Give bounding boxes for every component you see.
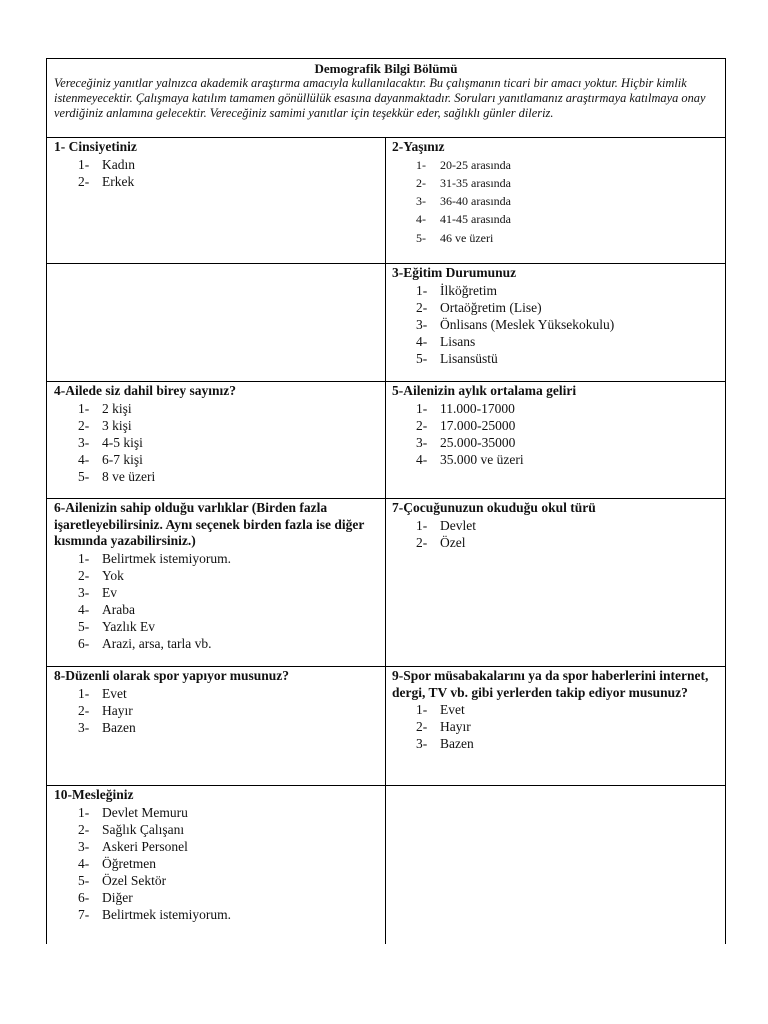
- answer-option: [416, 701, 719, 718]
- option-list: [54, 685, 379, 736]
- option-label: İlköğretim: [440, 282, 497, 298]
- question-sports-news: [386, 667, 725, 785]
- option-number: 1-: [78, 156, 90, 172]
- form-row-4: [47, 499, 725, 667]
- answer-option: [78, 584, 379, 601]
- option-list: [392, 701, 719, 752]
- answer-option: [78, 451, 379, 468]
- option-number: 1-: [416, 702, 428, 717]
- answer-option: [416, 350, 719, 367]
- option-number: 1-: [416, 282, 428, 298]
- question-title: 9-Spor müsabakalarını ya da spor haberlerini internet, dergi, TV vb. gibi yerlerden takip ediyor musunuz?: [392, 668, 709, 700]
- answer-option: [78, 173, 379, 190]
- option-number: 4-: [78, 451, 90, 467]
- answer-option: [78, 804, 379, 821]
- answer-option: [78, 872, 379, 889]
- question-regular-sports: [47, 667, 386, 785]
- form-row-3: [47, 382, 725, 499]
- option-label: Evet: [440, 702, 465, 717]
- option-number: 1-: [78, 685, 90, 701]
- option-list: [392, 400, 719, 468]
- option-label: Lisansüstü: [440, 350, 498, 366]
- option-number: 5-: [416, 350, 428, 366]
- option-label: 11.000-17000: [440, 400, 515, 416]
- option-label: Bazen: [440, 736, 474, 751]
- option-number: 1-: [78, 400, 90, 416]
- option-label: Kadın: [102, 156, 135, 172]
- option-number: 5-: [78, 872, 90, 888]
- form-title: Demografik Bilgi Bölümü: [314, 61, 458, 76]
- question-education: [386, 264, 725, 381]
- option-number: 6-: [78, 889, 90, 905]
- option-label: 6-7 kişi: [102, 451, 143, 467]
- option-label: 35.000 ve üzeri: [440, 451, 524, 467]
- answer-option: [416, 210, 719, 228]
- option-label: Belirtmek istemiyorum.: [102, 906, 231, 922]
- option-number: 2-: [416, 719, 428, 734]
- question-gender: [47, 138, 386, 263]
- option-label: Evet: [102, 685, 127, 701]
- form-row-6: [47, 786, 725, 944]
- option-number: 3-: [78, 434, 90, 450]
- option-label: Devlet Memuru: [102, 804, 188, 820]
- option-number: 5-: [78, 618, 90, 634]
- question-title: 5-Ailenizin aylık ortalama geliri: [392, 383, 577, 398]
- option-number: 2-: [416, 534, 428, 550]
- option-number: 1-: [78, 804, 90, 820]
- question-title: 8-Düzenli olarak spor yapıyor musunuz?: [54, 668, 290, 683]
- option-label: Özel Sektör: [102, 872, 167, 888]
- answer-option: [78, 567, 379, 584]
- option-list: [392, 282, 719, 367]
- answer-option: [416, 229, 719, 247]
- option-label: Diğer: [102, 889, 133, 905]
- option-label: Sağlık Çalışanı: [102, 821, 185, 837]
- option-number: 3-: [78, 838, 90, 854]
- option-number: 2-: [78, 417, 90, 433]
- answer-option: [416, 333, 719, 350]
- question-title: 10-Mesleğiniz: [54, 787, 134, 802]
- question-occupation: [47, 786, 386, 944]
- question-title: 1- Cinsiyetiniz: [54, 139, 137, 154]
- form-row-2: [47, 264, 725, 382]
- form-row-5: [47, 667, 725, 786]
- option-label: 41-45 arasında: [440, 212, 511, 227]
- option-label: Lisans: [440, 333, 476, 349]
- answer-option: [416, 156, 719, 174]
- option-label: 36-40 arasında: [440, 194, 511, 209]
- question-assets: [47, 499, 386, 666]
- option-number: 3-: [416, 736, 428, 751]
- option-list: [54, 156, 379, 190]
- option-label: Ev: [102, 584, 117, 600]
- question-title: 7-Çocuğunuzun okuduğu okul türü: [392, 500, 596, 515]
- answer-option: [78, 618, 379, 635]
- option-label: Yok: [102, 567, 124, 583]
- answer-option: [78, 434, 379, 451]
- option-number: 3-: [78, 584, 90, 600]
- option-label: Özel: [440, 534, 466, 550]
- option-label: 8 ve üzeri: [102, 468, 156, 484]
- answer-option: [416, 434, 719, 451]
- option-number: 1-: [416, 157, 426, 172]
- answer-option: [78, 821, 379, 838]
- answer-option: [416, 316, 719, 333]
- form-row-1: [47, 138, 725, 264]
- option-label: Arazi, arsa, tarla vb.: [102, 635, 212, 651]
- option-label: Yazlık Ev: [102, 618, 156, 634]
- option-label: Erkek: [102, 173, 135, 189]
- option-label: 2 kişi: [102, 400, 132, 416]
- answer-option: [78, 550, 379, 567]
- answer-option: [416, 400, 719, 417]
- option-number: 1-: [416, 517, 428, 533]
- answer-option: [78, 685, 379, 702]
- question-title: 3-Eğitim Durumunuz: [392, 265, 517, 280]
- answer-option: [78, 400, 379, 417]
- option-number: 6-: [78, 635, 90, 651]
- option-label: Önlisans (Meslek Yüksekokulu): [440, 316, 615, 332]
- option-number: 7-: [78, 906, 90, 922]
- answer-option: [416, 192, 719, 210]
- question-title: 2-Yaşınız: [392, 139, 445, 154]
- option-number: 3-: [416, 434, 428, 450]
- answer-option: [78, 156, 379, 173]
- answer-option: [416, 417, 719, 434]
- option-number: 2-: [416, 299, 428, 315]
- option-label: Ortaöğretim (Lise): [440, 299, 542, 315]
- question-age: [386, 138, 725, 263]
- option-list: [54, 550, 379, 652]
- option-list: [54, 804, 379, 923]
- option-number: 5-: [416, 230, 426, 245]
- option-number: 2-: [78, 702, 90, 718]
- question-household-size: [47, 382, 386, 498]
- option-number: 4-: [416, 451, 428, 467]
- option-number: 4-: [416, 212, 426, 227]
- answer-option: [416, 451, 719, 468]
- question-school-type: [386, 499, 725, 666]
- answer-option: [416, 174, 719, 192]
- option-list: [392, 517, 719, 551]
- option-number: 2-: [78, 821, 90, 837]
- answer-option: [78, 635, 379, 652]
- option-number: 2-: [416, 417, 428, 433]
- option-label: 46 ve üzeri: [440, 230, 494, 245]
- option-label: Belirtmek istemiyorum.: [102, 550, 231, 566]
- option-number: 1-: [416, 400, 428, 416]
- option-label: Devlet: [440, 517, 476, 533]
- option-label: 17.000-25000: [440, 417, 516, 433]
- answer-option: [416, 299, 719, 316]
- answer-option: [78, 838, 379, 855]
- question-household-income: [386, 382, 725, 498]
- option-number: 3-: [416, 316, 428, 332]
- option-label: Askeri Personel: [102, 838, 188, 854]
- form-intro: Vereceğiniz yanıtlar yalnızca akademik araştırma amacıyla kullanılacaktır. Bu çalışmanın ticari bir amacı yoktur. Hiçbir kimlik istenmeyecektir. Çalışmaya katılım tamamen gönüllülük esasına dayanmaktadır. Soruları yanıtlamanız araştırmaya katılmaya onay verdiğiniz anlamına gelecektir. Vereceğiniz samimi yanıtlar için teşekkür eder, sağlıklı günler dileriz.: [54, 76, 706, 120]
- option-label: 31-35 arasında: [440, 175, 511, 190]
- option-number: 4-: [78, 855, 90, 871]
- option-number: 2-: [416, 175, 426, 190]
- option-label: Hayır: [440, 719, 471, 734]
- option-label: 20-25 arasında: [440, 157, 511, 172]
- answer-option: [416, 282, 719, 299]
- answer-option: [416, 517, 719, 534]
- option-number: 5-: [78, 468, 90, 484]
- option-number: 2-: [78, 567, 90, 583]
- question-title: 6-Ailenizin sahip olduğu varlıklar (Birden fazla işaretleyebilirsiniz. Aynı seçenek birden fazla ise diğer kısmında yazabilirsiniz.): [54, 500, 365, 548]
- question-title: 4-Ailede siz dahil birey sayınız?: [54, 383, 237, 398]
- option-number: 2-: [78, 173, 90, 189]
- option-number: 3-: [78, 719, 90, 735]
- option-list: [54, 400, 379, 485]
- option-label: 25.000-35000: [440, 434, 516, 450]
- answer-option: [416, 534, 719, 551]
- answer-option: [78, 889, 379, 906]
- option-label: Öğretmen: [102, 855, 156, 871]
- answer-option: [78, 601, 379, 618]
- option-number: 4-: [78, 601, 90, 617]
- option-label: 4-5 kişi: [102, 434, 143, 450]
- answer-option: [78, 906, 379, 923]
- option-label: 3 kişi: [102, 417, 132, 433]
- answer-option: [78, 719, 379, 736]
- option-list: [392, 156, 719, 247]
- option-label: Araba: [102, 601, 135, 617]
- demographic-form-table: [46, 58, 726, 944]
- answer-option: [416, 718, 719, 735]
- option-label: Bazen: [102, 719, 136, 735]
- form-header: [47, 59, 725, 138]
- option-label: Hayır: [102, 702, 133, 718]
- answer-option: [78, 855, 379, 872]
- option-number: 3-: [416, 194, 426, 209]
- answer-option: [78, 702, 379, 719]
- option-number: 4-: [416, 333, 428, 349]
- answer-option: [78, 417, 379, 434]
- answer-option: [416, 735, 719, 752]
- empty-cell: [386, 786, 725, 944]
- option-number: 1-: [78, 550, 90, 566]
- answer-option: [78, 468, 379, 485]
- empty-cell: [47, 264, 386, 381]
